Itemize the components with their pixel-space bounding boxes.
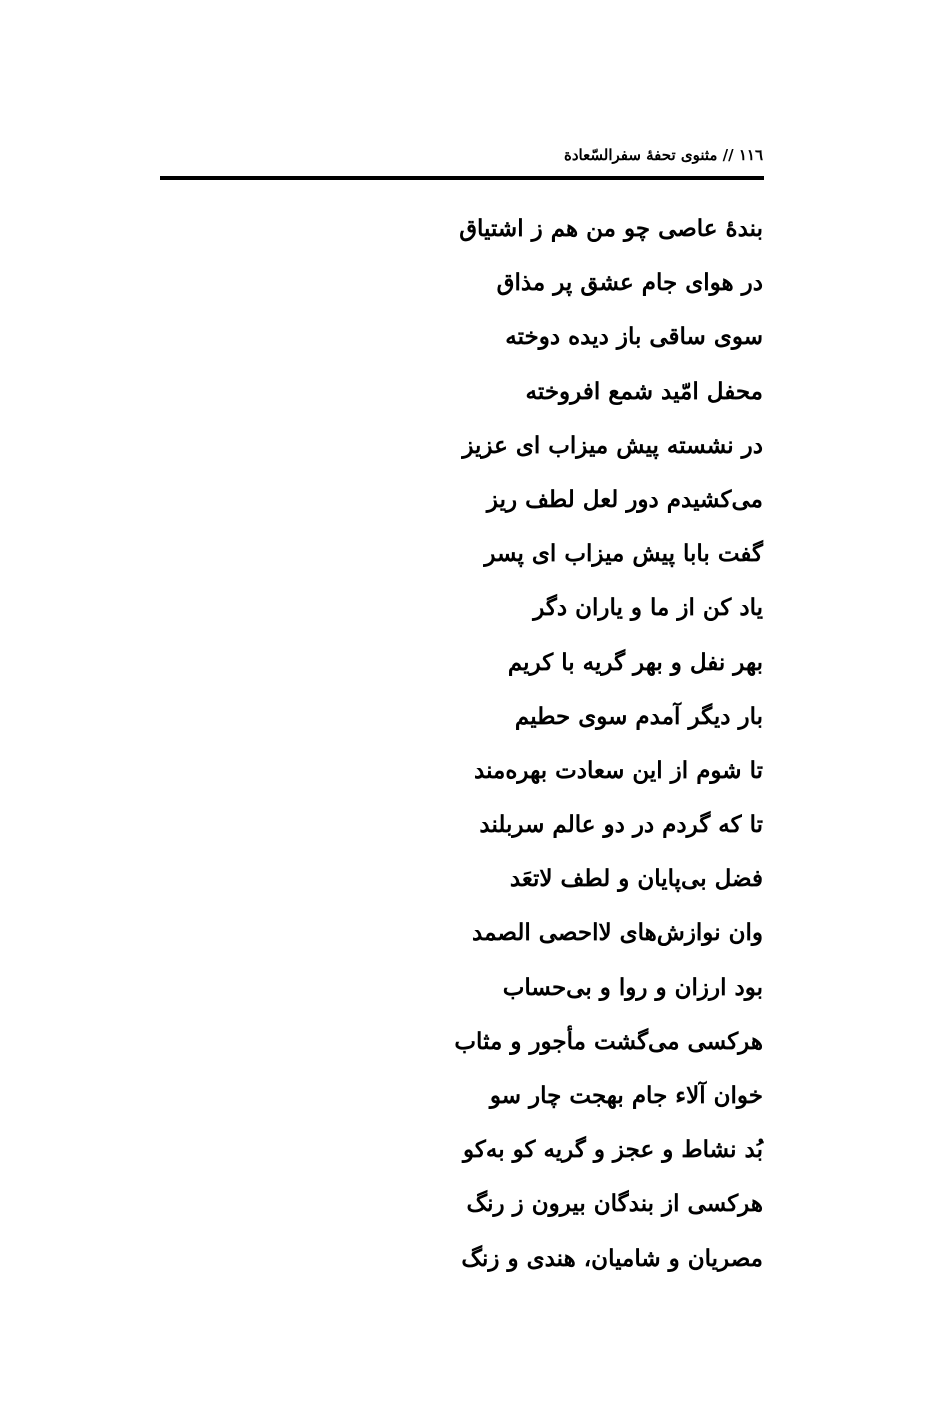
verse-line: در هوای جام عشق پر مذاق <box>496 269 763 297</box>
verse-line: تا که گردم در دو عالم سربلند <box>479 811 763 839</box>
verse-line: فضل بی‌پایان و لطف لاتعَد <box>509 865 763 893</box>
verse-line: بهر نفل و بهر گریه با کریم <box>507 648 763 676</box>
verse-line: بندهٔ عاصی چو من هم ز اشتیاق <box>459 215 763 242</box>
verse-line: مصریان و شامیان، هندی و زنگ <box>461 1244 763 1272</box>
verse-line: تا شوم از این سعادت بهره‌مند <box>474 756 763 784</box>
verse-line: یاد کن از ما و یاران دگر <box>533 594 763 622</box>
poem <box>163 206 763 1290</box>
verse-line: خوان آلاء جام بهجت چار سو <box>489 1082 763 1109</box>
verse-line: وان نوازش‌های لااحصی الصمد <box>472 919 763 947</box>
verse-line: در نشسته پیش میزاب ای عزیز <box>462 431 763 459</box>
verse-line: بود ارزان و روا و بی‌حساب <box>502 973 763 1001</box>
verse-line: می‌کشیدم دور لعل لطف ریز <box>486 485 763 513</box>
verse-line: سوی ساقی باز دیده دوخته <box>505 323 763 351</box>
verse-line: گفت بابا پیش میزاب ای پسر <box>484 540 763 568</box>
verse-line: هرکسی می‌گشت مأجور و مثاب <box>454 1027 763 1055</box>
verse-line: بار دیگر آمدم سوی حطیم <box>514 702 763 730</box>
running-header: ١١٦ // مثنوی تحفهٔ سفرالسّعادة <box>564 146 763 164</box>
verse-line: هرکسی از بندگان بیرون ز رنگ <box>466 1190 763 1218</box>
verse-line: محفل امّید شمع افروخته <box>525 377 763 405</box>
verse-line: بُد نشاط و عجز و گریه کو به‌کو <box>463 1136 763 1164</box>
header-rule <box>160 176 764 180</box>
